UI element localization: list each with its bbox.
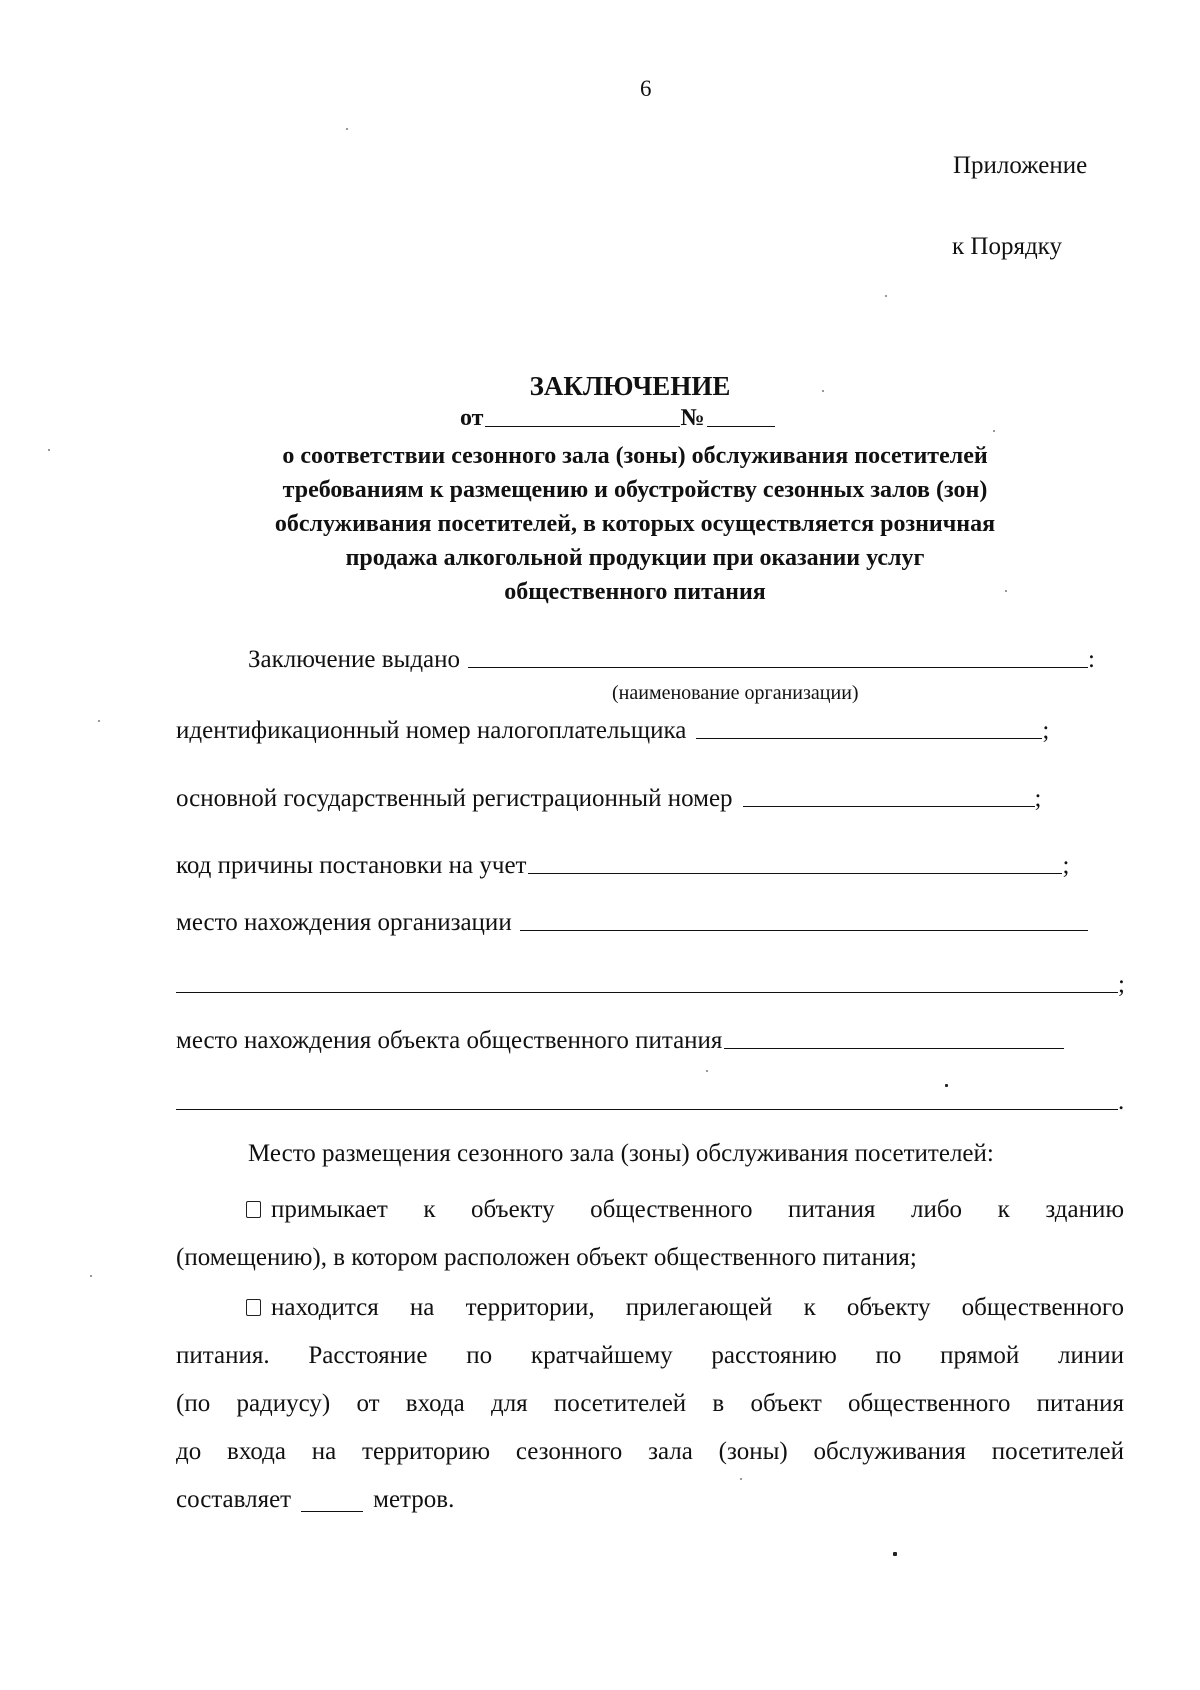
issued-to-label: Заключение выдано <box>248 646 461 673</box>
subtitle-line-1: о соответствии сезонного зала (зоны) обслуживания посетителей <box>282 443 988 469</box>
scan-speck <box>740 1478 742 1480</box>
scan-speck <box>945 1084 948 1087</box>
number-label: № <box>680 405 705 431</box>
subtitle-line-2: требованиям к размещению и обустройству сезонных залов (зон) <box>282 477 988 503</box>
org-location-line2 <box>176 971 1125 999</box>
option-2-text-first: находится на территории, прилегающей к объекту общественного <box>271 1294 1124 1321</box>
from-label: от <box>460 405 484 431</box>
option-1-first-line <box>176 1186 1124 1234</box>
option-2-line-4: до входа на территорию сезонного зала (зоны) обслуживания посетителей <box>176 1438 1124 1465</box>
option-2-line-2: питания. Расстояние по кратчайшему расстоянию по прямой линии <box>176 1342 1124 1369</box>
distance-prefix: составляет <box>176 1486 292 1513</box>
title-date-number-line <box>460 405 775 432</box>
option-1-text-rest: (помещению), в котором расположен объект общественного питания; <box>176 1244 917 1271</box>
distance-blank[interactable] <box>301 1510 363 1512</box>
appendix-line1: Приложение <box>953 152 1088 179</box>
option-2-checkbox[interactable] <box>246 1299 261 1316</box>
scan-speck <box>885 295 887 297</box>
placement-option-2 <box>176 1284 1124 1524</box>
facility-location-field <box>176 1027 1064 1055</box>
inn-field <box>176 717 1049 745</box>
kpp-blank[interactable] <box>528 872 1062 874</box>
number-blank[interactable] <box>707 425 775 427</box>
org-location-field <box>176 909 1088 937</box>
option-1-text-first: примыкает к объекту общественного питания либо к зданию <box>271 1196 1124 1223</box>
ogrn-label: основной государственный регистрационный номер <box>176 785 733 812</box>
option-1-checkbox[interactable] <box>246 1201 261 1218</box>
issued-to-caption: (наименование организации) <box>612 682 859 704</box>
inn-end: ; <box>1042 717 1050 744</box>
scan-speck <box>893 1552 897 1556</box>
scan-speck <box>706 1070 708 1072</box>
option-2-first-line <box>176 1284 1124 1332</box>
ogrn-blank[interactable] <box>743 805 1035 807</box>
facility-location-blank-2[interactable] <box>176 1108 1118 1110</box>
facility-location-line2 <box>176 1088 1124 1116</box>
org-location-end: ; <box>1118 971 1125 998</box>
document-title: ЗАКЛЮЧЕНИЕ <box>529 371 731 401</box>
scan-speck <box>98 720 100 722</box>
issued-to-field <box>248 646 1095 674</box>
org-location-label: место нахождения организации <box>176 909 512 936</box>
option-2-last-line <box>176 1476 1124 1524</box>
scan-speck <box>1005 590 1007 592</box>
inn-blank[interactable] <box>696 737 1042 739</box>
scan-speck <box>822 390 824 392</box>
placement-option-1 <box>176 1186 1124 1282</box>
kpp-end: ; <box>1062 852 1070 879</box>
date-blank[interactable] <box>485 425 680 427</box>
distance-suffix: метров. <box>373 1486 455 1513</box>
placement-heading: Место размещения сезонного зала (зоны) обслуживания посетителей: <box>248 1140 994 1167</box>
page-number: 6 <box>640 76 652 101</box>
kpp-label: код причины постановки на учет <box>176 852 527 879</box>
scan-speck <box>48 449 50 451</box>
facility-location-end: . <box>1118 1088 1125 1115</box>
scan-speck <box>993 430 995 432</box>
subtitle-line-5: общественного питания <box>504 579 766 605</box>
facility-location-label: место нахождения объекта общественного питания <box>176 1027 723 1054</box>
ogrn-end: ; <box>1034 785 1042 812</box>
subtitle-line-3: обслуживания посетителей, в которых осуществляется розничная <box>274 511 996 537</box>
kpp-field <box>176 852 1069 880</box>
issued-to-end: : <box>1088 646 1095 673</box>
org-location-blank[interactable] <box>520 929 1088 931</box>
issued-to-blank[interactable] <box>468 666 1088 668</box>
inn-label: идентификационный номер налогоплательщика <box>176 717 687 744</box>
ogrn-field <box>176 785 1042 813</box>
scan-speck <box>90 1275 92 1277</box>
org-location-blank-2[interactable] <box>176 991 1118 993</box>
subtitle-line-4: продажа алкогольной продукции при оказании услуг <box>345 545 925 571</box>
appendix-line2: к Порядку <box>952 233 1062 260</box>
option-2-line-3: (по радиусу) от входа для посетителей в объект общественного питания <box>176 1390 1124 1417</box>
scan-speck <box>346 128 348 130</box>
facility-location-blank[interactable] <box>724 1047 1064 1049</box>
